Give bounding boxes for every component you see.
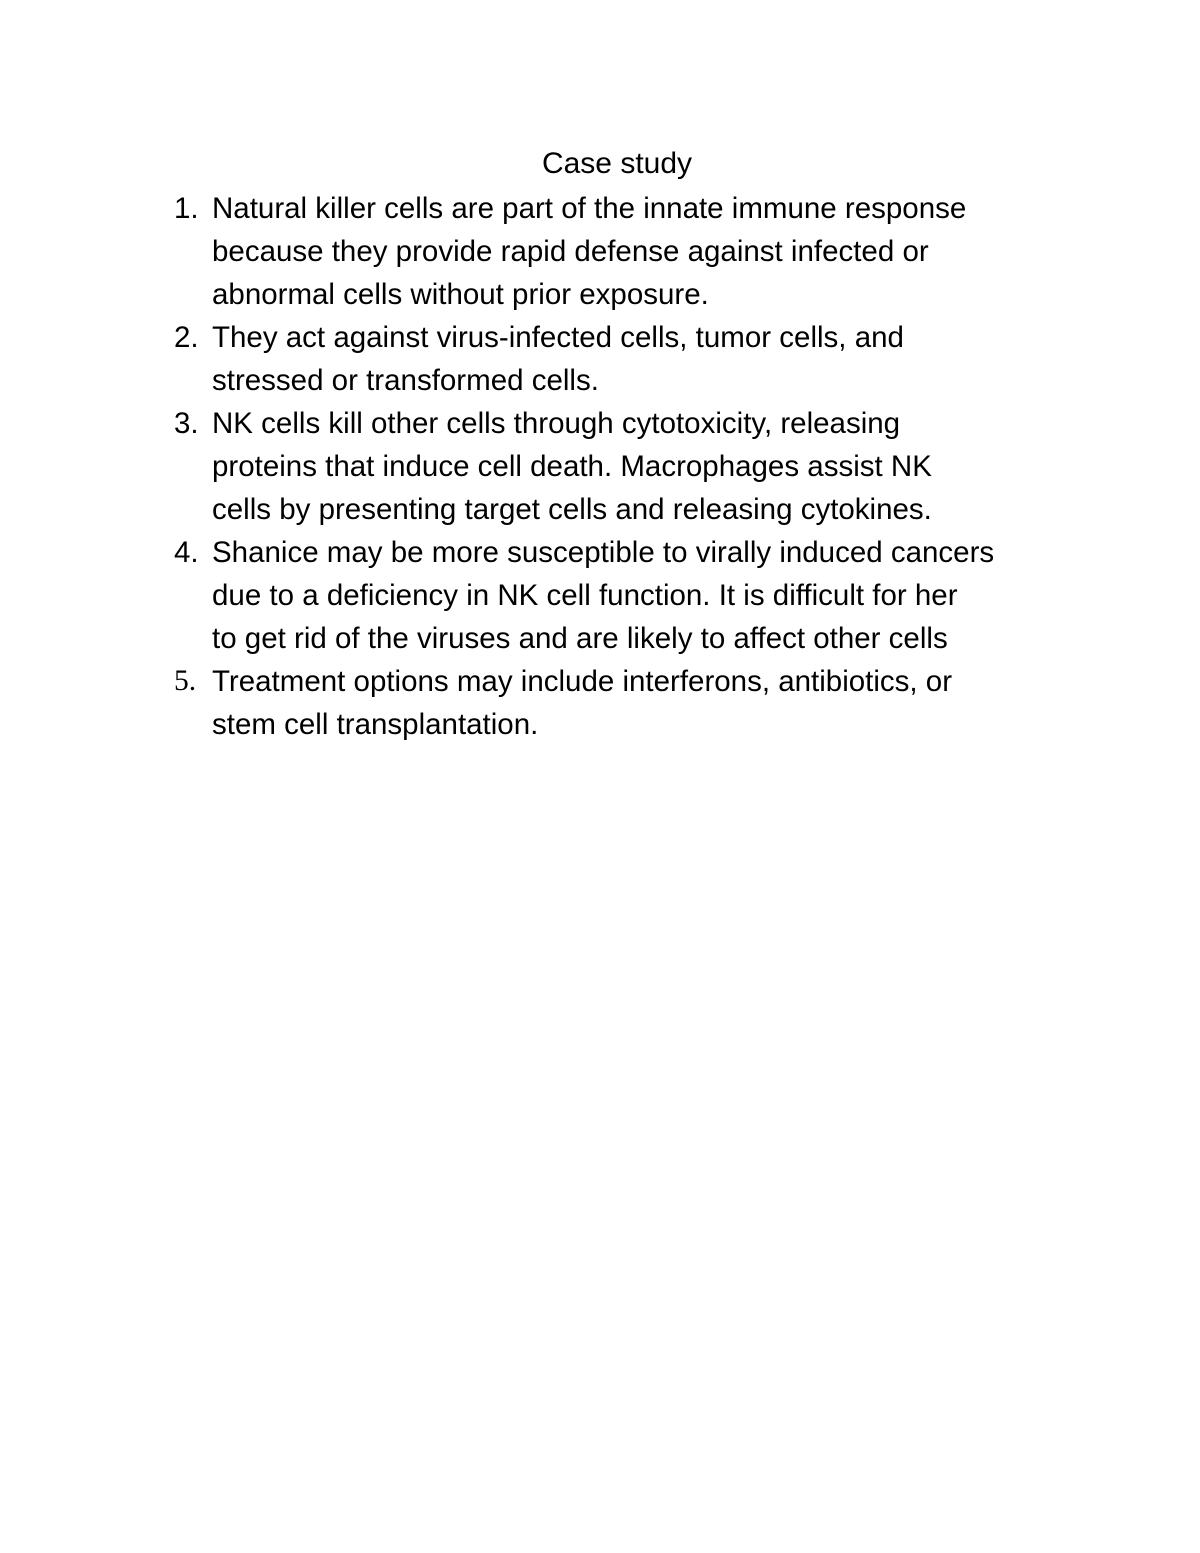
text-line: stem cell transplantation. [212,708,539,741]
list-number: 3. [174,407,199,440]
list-item-text [212,316,1074,402]
text-line: cells by presenting target cells and releasing cytokines. [212,493,932,526]
text-line: due to a deficiency in NK cell function. It is difficult for her [212,579,958,612]
text-line: Treatment options may include interferons, antibiotics, or [212,665,953,698]
text-line: stressed or transformed cells. [212,364,599,397]
text-line: abnormal cells without prior exposure. [212,278,709,311]
list-item-2 [174,316,1074,402]
list-item-4 [174,531,1074,660]
list-item-3 [174,402,1074,531]
list-item-text [212,402,1074,531]
text-line: NK cells kill other cells through cytotoxicity, releasing [212,407,901,440]
text-line: Shanice may be more susceptible to virally induced cancers [212,536,995,569]
list-item-text [212,187,1074,316]
text-line: because they provide rapid defense against infected or [212,235,929,268]
list-number: 1. [174,192,199,225]
answer-list [174,187,1074,746]
list-number: 5. [174,665,197,697]
text-line: to get rid of the viruses and are likely to affect other cells [212,622,948,655]
list-item-text [212,660,1074,746]
list-item-1 [174,187,1074,316]
page-title: Case study [541,147,693,180]
list-item-text [212,531,1074,660]
list-item-5 [174,660,1074,746]
text-line: Natural killer cells are part of the innate immune response [212,192,967,225]
text-line: proteins that induce cell death. Macrophages assist NK [212,450,932,483]
list-number: 4. [174,536,199,569]
list-number: 2. [174,321,199,354]
text-line: They act against virus-infected cells, tumor cells, and [212,321,904,354]
